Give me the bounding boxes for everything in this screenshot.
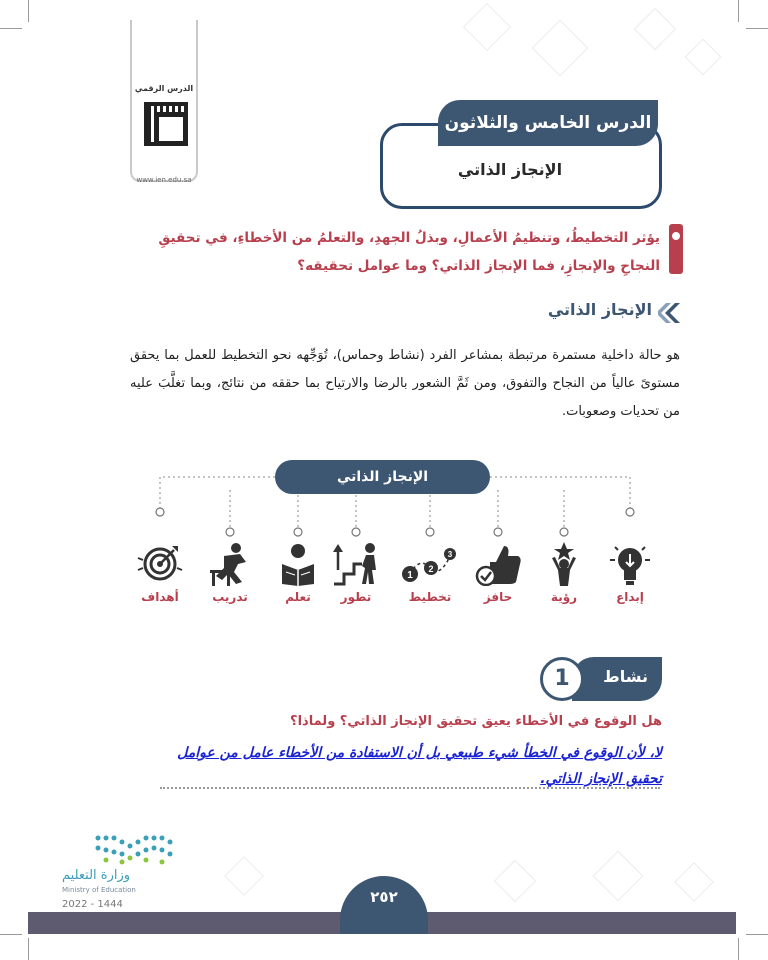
double-chevron-icon (658, 303, 680, 323)
section-heading (470, 298, 680, 328)
target-icon (136, 542, 184, 586)
diagram-item-training (198, 542, 262, 604)
diagram-item-label: تخطيط (408, 590, 452, 604)
question-mark-icon (669, 224, 683, 274)
diagram-item-planning (398, 542, 462, 604)
crop-mark (0, 934, 22, 935)
ministry-logo-icon (92, 832, 178, 866)
crop-mark (746, 934, 768, 935)
diagram-item-creativity (598, 542, 662, 604)
digital-lesson-url[interactable]: www.ien.edu.sa (136, 176, 192, 184)
diagram-item-label: تعلم (285, 590, 311, 604)
lesson-title: الدرس الخامس والثلاثون (438, 100, 658, 146)
background-diamond (685, 39, 722, 76)
crop-mark (738, 0, 739, 22)
diagram-title: الإنجاز الذاتي (275, 460, 490, 494)
crop-mark (746, 28, 768, 29)
activity-answer-field[interactable]: لا، لأن الوقوع في الخطأ شيء طبيعي بل أن الاستفادة من الأخطاء عامل من عوامل تحقيق الإنجاز الذاتي. (177, 745, 662, 787)
section-title: الإنجاز الذاتي (547, 300, 652, 319)
background-diamond (634, 8, 676, 50)
hurdle-icon (206, 542, 254, 586)
svg-text:2: 2 (428, 564, 434, 574)
diagram-item-vision (532, 542, 596, 604)
diagram-item-label: رؤية (550, 590, 578, 604)
diagram-item-goals (128, 542, 192, 604)
crop-mark (0, 28, 22, 29)
crop-mark (28, 938, 29, 960)
qr-code-icon[interactable] (144, 102, 188, 146)
activity-number: 1 (540, 657, 584, 701)
definition-paragraph: هو حالة داخلية مستمرة مرتبطة بمشاعر الفرد (نشاط وحماس)، تُوَجِّهه نحو التخطيط للعمل بما يحقق مستوىً عالياً من النجاح والتفوق، ومن ثَمَّ الشعور بالرضا والارتياح بما حققه من نتائج، وبما تغلَّبَ عليه من تحديات وصعوبات. (130, 348, 680, 419)
diagram-item-label: تدريب (212, 590, 248, 604)
crop-mark (738, 938, 739, 960)
thumbs-up-icon (474, 542, 522, 586)
intro-question: يؤثر التخطيطُ، وتنظيمُ الأعمالِ، وبذلُ الجهدِ، والتعلمُ من الأخطاءِ، في تحقيقِ النجاحِ والإنجازِ، فما الإنجاز الذاتي؟ وما عوامل تحقيقه؟ (158, 230, 660, 274)
digital-lesson-card[interactable] (130, 20, 198, 182)
diagram-item-learning (266, 542, 330, 604)
activity-word: نشاط (603, 667, 648, 686)
achievement-diagram (120, 460, 680, 620)
reading-icon (274, 542, 322, 586)
diagram-item-motivation (466, 542, 530, 604)
person-star-icon (540, 542, 588, 586)
svg-text:1: 1 (407, 570, 413, 581)
climbing-stairs-icon (332, 542, 380, 586)
ministry-name: وزارة التعليم (62, 868, 131, 883)
digital-lesson-label: الدرس الرقمي (134, 84, 194, 93)
steps-plan-icon (400, 542, 460, 586)
diagram-item-development (324, 542, 388, 604)
lesson-subtitle: الإنجاز الذاتي (457, 160, 563, 179)
diagram-item-label: حافز (483, 590, 513, 604)
diagram-item-label: إبداع (616, 590, 644, 604)
background-diamond (463, 3, 511, 51)
answer-dotted-line (160, 787, 660, 789)
edition-year: 2022 - 1444 (62, 899, 123, 910)
background-diamond (494, 860, 536, 902)
background-diamond (674, 862, 714, 902)
ministry-name-english: Ministry of Education (62, 886, 136, 894)
background-diamond (224, 856, 264, 896)
lightbulb-icon (606, 542, 654, 586)
activity-question: هل الوقوع في الأخطاء يعيق تحقيق الإنجاز الذاتي؟ ولماذا؟ (290, 714, 662, 729)
background-diamond (593, 851, 644, 902)
diagram-item-label: تطور (340, 590, 372, 604)
background-diamond (532, 20, 589, 77)
svg-text:3: 3 (447, 550, 453, 559)
diagram-item-label: أهداف (141, 590, 179, 604)
page-number: ٢٥٢ (370, 888, 398, 906)
activity-badge (540, 657, 662, 701)
crop-mark (28, 0, 29, 22)
